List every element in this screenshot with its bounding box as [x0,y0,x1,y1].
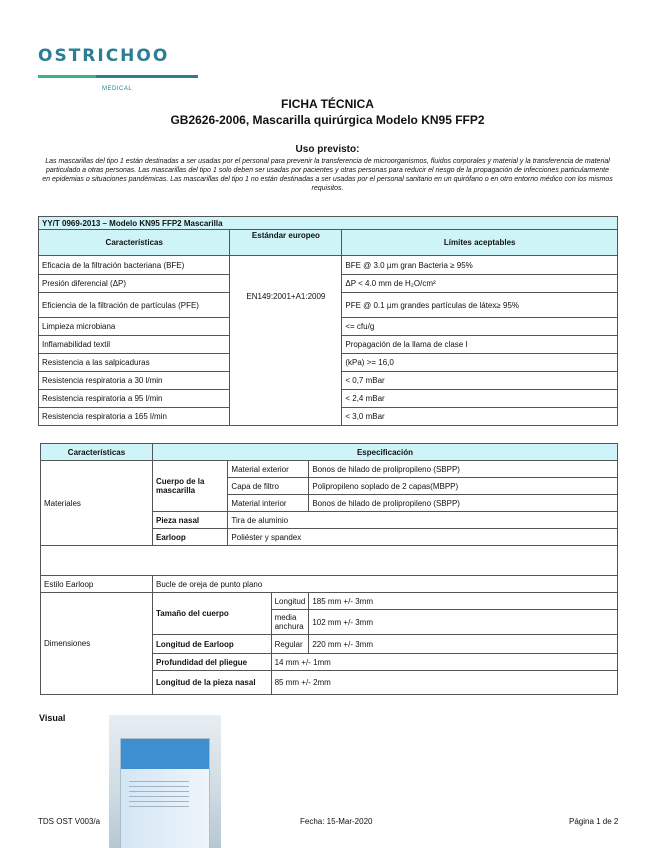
box-band [121,739,209,769]
table-cell: < 3,0 mBar [342,408,618,426]
standard-cell: EN149:2001+A1:2009 [230,256,342,426]
dimensions-label: Dimensiones [41,593,153,695]
materials-label: Materiales [41,461,153,546]
table-cell: 85 mm +/- 2mm [271,671,617,695]
earloop-style-label: Estilo Earloop [41,576,153,593]
table-cell: Eficiencia de la filtración de partículas (PFE) [39,293,230,318]
table1-caption: YY/T 0969-2013 – Modelo KN95 FFP2 Mascarilla [39,217,618,230]
table-cell: (kPa) >= 16,0 [342,354,618,372]
logo-bar-teal [96,75,198,78]
document-subtitle: GB2626-2006, Mascarilla quirúrgica Modelo KN95 FFP2 [170,113,485,127]
table-cell: Resistencia respiratoria a 165 l/min [39,408,230,426]
table-cell: Bonos de hilado de prolipropileno (SBPP) [309,461,618,478]
logo-wordmark: OSTRICHOO [38,46,170,66]
table-cell: < 0,7 mBar [342,372,618,390]
visual-label: Visual [39,713,66,723]
table1-header-limits: Límites aceptables [342,230,618,256]
table-cell: 220 mm +/- 3mm [309,635,618,654]
box-print [129,781,189,811]
use-description: Las mascarillas del tipo 1 están destinadas a ser usadas por el personal para prevenir la transferencia de microorganismos, fluidos corporales y material y la transferencia de material particulado a otras personas. Las mascarillas del tipo 1 solo deben ser usadas por pacientes y otras personas para reducir el riesgo de la propagación de infecciones particularmente en epidemias o situaciones pandémicas. Las mascarillas del tipo 1 no están destinadas a ser usadas por el personal sanitario en un quirófano o en otro entorno médico con los mismos requisitos. [42,158,613,192]
table-cell: Tira de aluminio [228,512,618,529]
table-cell: BFE @ 3.0 µm gran Bacteria ≥ 95% [342,256,618,275]
table-cell: Polipropileno soplado de 2 capas(MBPP) [309,478,618,495]
table-cell: Resistencia a las salpicaduras [39,354,230,372]
company-logo [38,46,198,92]
performance-table [38,216,618,426]
table1-header-standard: Estándar europeo [230,230,342,256]
table-cell: Resistencia respiratoria a 30 l/min [39,372,230,390]
table-cell: Propagación de la llama de clase I [342,336,618,354]
table-cell: ΔP < 4.0 mm de H₂O/cm² [342,275,618,293]
table-cell: Bonos de hilado de prolipropileno (SBPP) [309,495,618,512]
product-box-image [120,738,210,848]
document-title: FICHA TÉCNICA [281,97,374,111]
fold-depth-label: Profundidad del pliegue [152,654,271,671]
footer-doc-code: TDS OST V003/a [38,817,101,826]
table-cell: Material interior [228,495,309,512]
footer-page-number: Página 1 de 2 [569,817,619,826]
table-cell: Presión diferencial (ΔP) [39,275,230,293]
table-cell: Bucle de oreja de punto plano [152,576,617,593]
logo-bar-green [38,75,96,78]
table-cell: Regular [271,635,309,654]
table1-header-characteristics: Características [39,230,230,256]
table-cell: 14 mm +/- 1mm [271,654,617,671]
table2-header-spec: Especificación [152,444,617,461]
earloop-label: Earloop [152,529,227,546]
table-cell: Poliéster y spandex [228,529,618,546]
table-cell: Capa de filtro [228,478,309,495]
table-cell: Longitud [271,593,309,610]
logo-subtitle: MEDICAL [102,86,133,92]
empty-row [41,546,618,576]
specification-table [40,443,618,695]
use-heading: Uso previsto: [295,144,360,155]
table2-header-characteristics: Características [41,444,153,461]
product-photo [109,715,221,848]
table-cell: 102 mm +/- 3mm [309,610,618,635]
nose-piece-label: Pieza nasal [152,512,227,529]
table-cell: Inflamabilidad textil [39,336,230,354]
table-cell: Limpieza microbiana [39,318,230,336]
table-cell: Resistencia respiratoria a 95 l/min [39,390,230,408]
table-cell: 185 mm +/- 3mm [309,593,618,610]
table-cell: <= cfu/g [342,318,618,336]
table-cell: Material exterior [228,461,309,478]
nose-length-label: Longitud de la pieza nasal [152,671,271,695]
body-size-label: Tamaño del cuerpo [152,593,271,635]
mask-body-label: Cuerpo de la mascarilla [152,461,227,512]
table-cell: PFE @ 0.1 µm grandes partículas de látex≥ 95% [342,293,618,318]
earloop-length-label: Longitud de Earloop [152,635,271,654]
table-cell: media anchura [271,610,309,635]
footer-date: Fecha: 15-Mar-2020 [300,817,373,826]
table-cell: < 2,4 mBar [342,390,618,408]
table-cell: Eficacia de la filtración bacteriana (BFE) [39,256,230,275]
